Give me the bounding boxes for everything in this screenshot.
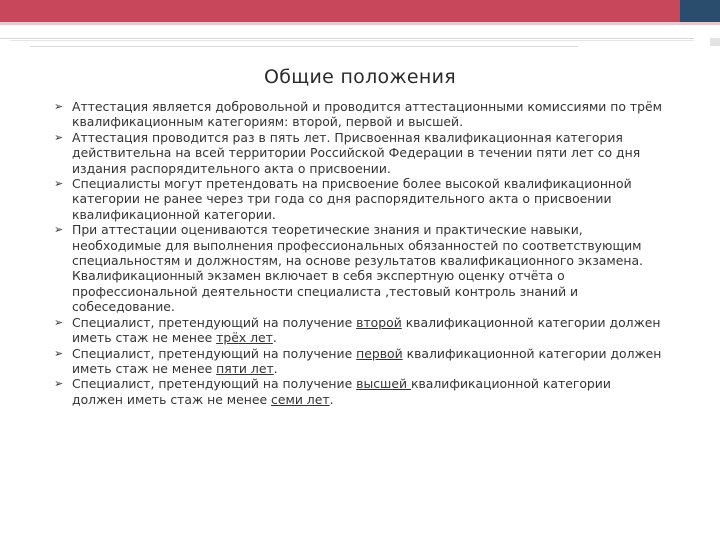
bullet-item <box>54 315 662 346</box>
bullet-text: Аттестация является добровольной и проводится аттестационными комиссиями по трём квалификационным категориям: второй, первой и высшей. <box>72 99 662 130</box>
decorative-rule <box>10 40 694 41</box>
header-shadow <box>0 22 720 25</box>
bullet-item <box>54 376 662 407</box>
category-name: второй <box>356 314 402 330</box>
arrow-bullet-icon: ➢ <box>54 346 64 360</box>
required-experience: пяти лет <box>216 360 274 376</box>
bullet-item <box>54 176 662 222</box>
bullet-item <box>54 222 662 314</box>
bullet-item <box>54 99 662 130</box>
header-bar-blue <box>680 0 720 22</box>
bullet-list <box>54 99 662 407</box>
decorative-block <box>710 38 720 46</box>
bullet-text: Аттестация проводится раз в пять лет. Присвоенная квалификационная категория действительна на всей территории Российской Федерации в течении пяти лет со дня издания распорядительного акта о присвоении. <box>72 129 641 176</box>
decorative-rule <box>30 46 578 47</box>
category-name: первой <box>356 345 403 361</box>
bullet-text-mid: квалификационной категории должен иметь стаж не менее <box>72 314 661 346</box>
bullet-text-pre: Специалист, претендующий на получение <box>72 376 357 392</box>
bullet-text-post: . <box>272 330 277 346</box>
decorative-rule <box>0 38 694 39</box>
arrow-bullet-icon: ➢ <box>54 223 64 237</box>
bullet-text-post: . <box>273 360 278 376</box>
arrow-bullet-icon: ➢ <box>54 177 64 191</box>
required-experience: трёх лет <box>216 330 273 346</box>
header-bar <box>0 0 720 22</box>
bullet-text: При аттестации оцениваются теоретические знания и практические навыки, необходимые для выполнения профессиональных обязанностей по соответствующим специальностям и должностям, на основе результатов квалификационного экзамена. Квалификационный экзамен включает в себя экспертную оценку отчёта о профессиональной деятельности специалиста ,тестовый контроль знаний и собеседование. <box>72 222 643 315</box>
bullet-item <box>54 130 662 176</box>
bullet-item <box>54 346 662 377</box>
arrow-bullet-icon: ➢ <box>54 130 64 144</box>
header-bar-red <box>0 0 680 22</box>
slide-title: Общие положения <box>264 66 456 88</box>
bullet-text: Специалисты могут претендовать на присвоение более высокой квалификационной категории не ранее через три года со дня распорядительного акта о присвоении квалификационной категории. <box>72 176 632 222</box>
category-name: высшей <box>356 376 411 392</box>
required-experience: семи лет <box>271 391 330 407</box>
bullet-text-mid: квалификационной категории должен иметь стаж не менее <box>72 345 662 376</box>
arrow-bullet-icon: ➢ <box>54 377 64 391</box>
bullet-text-mid: квалификационной категории должен иметь стаж не менее <box>72 376 611 407</box>
arrow-bullet-icon: ➢ <box>54 100 64 113</box>
arrow-bullet-icon: ➢ <box>54 315 64 329</box>
bullet-text-post: . <box>329 391 334 407</box>
bullet-text-pre: Специалист, претендующий на получение <box>72 314 357 330</box>
bullet-text-pre: Специалист, претендующий на получение <box>72 345 357 361</box>
